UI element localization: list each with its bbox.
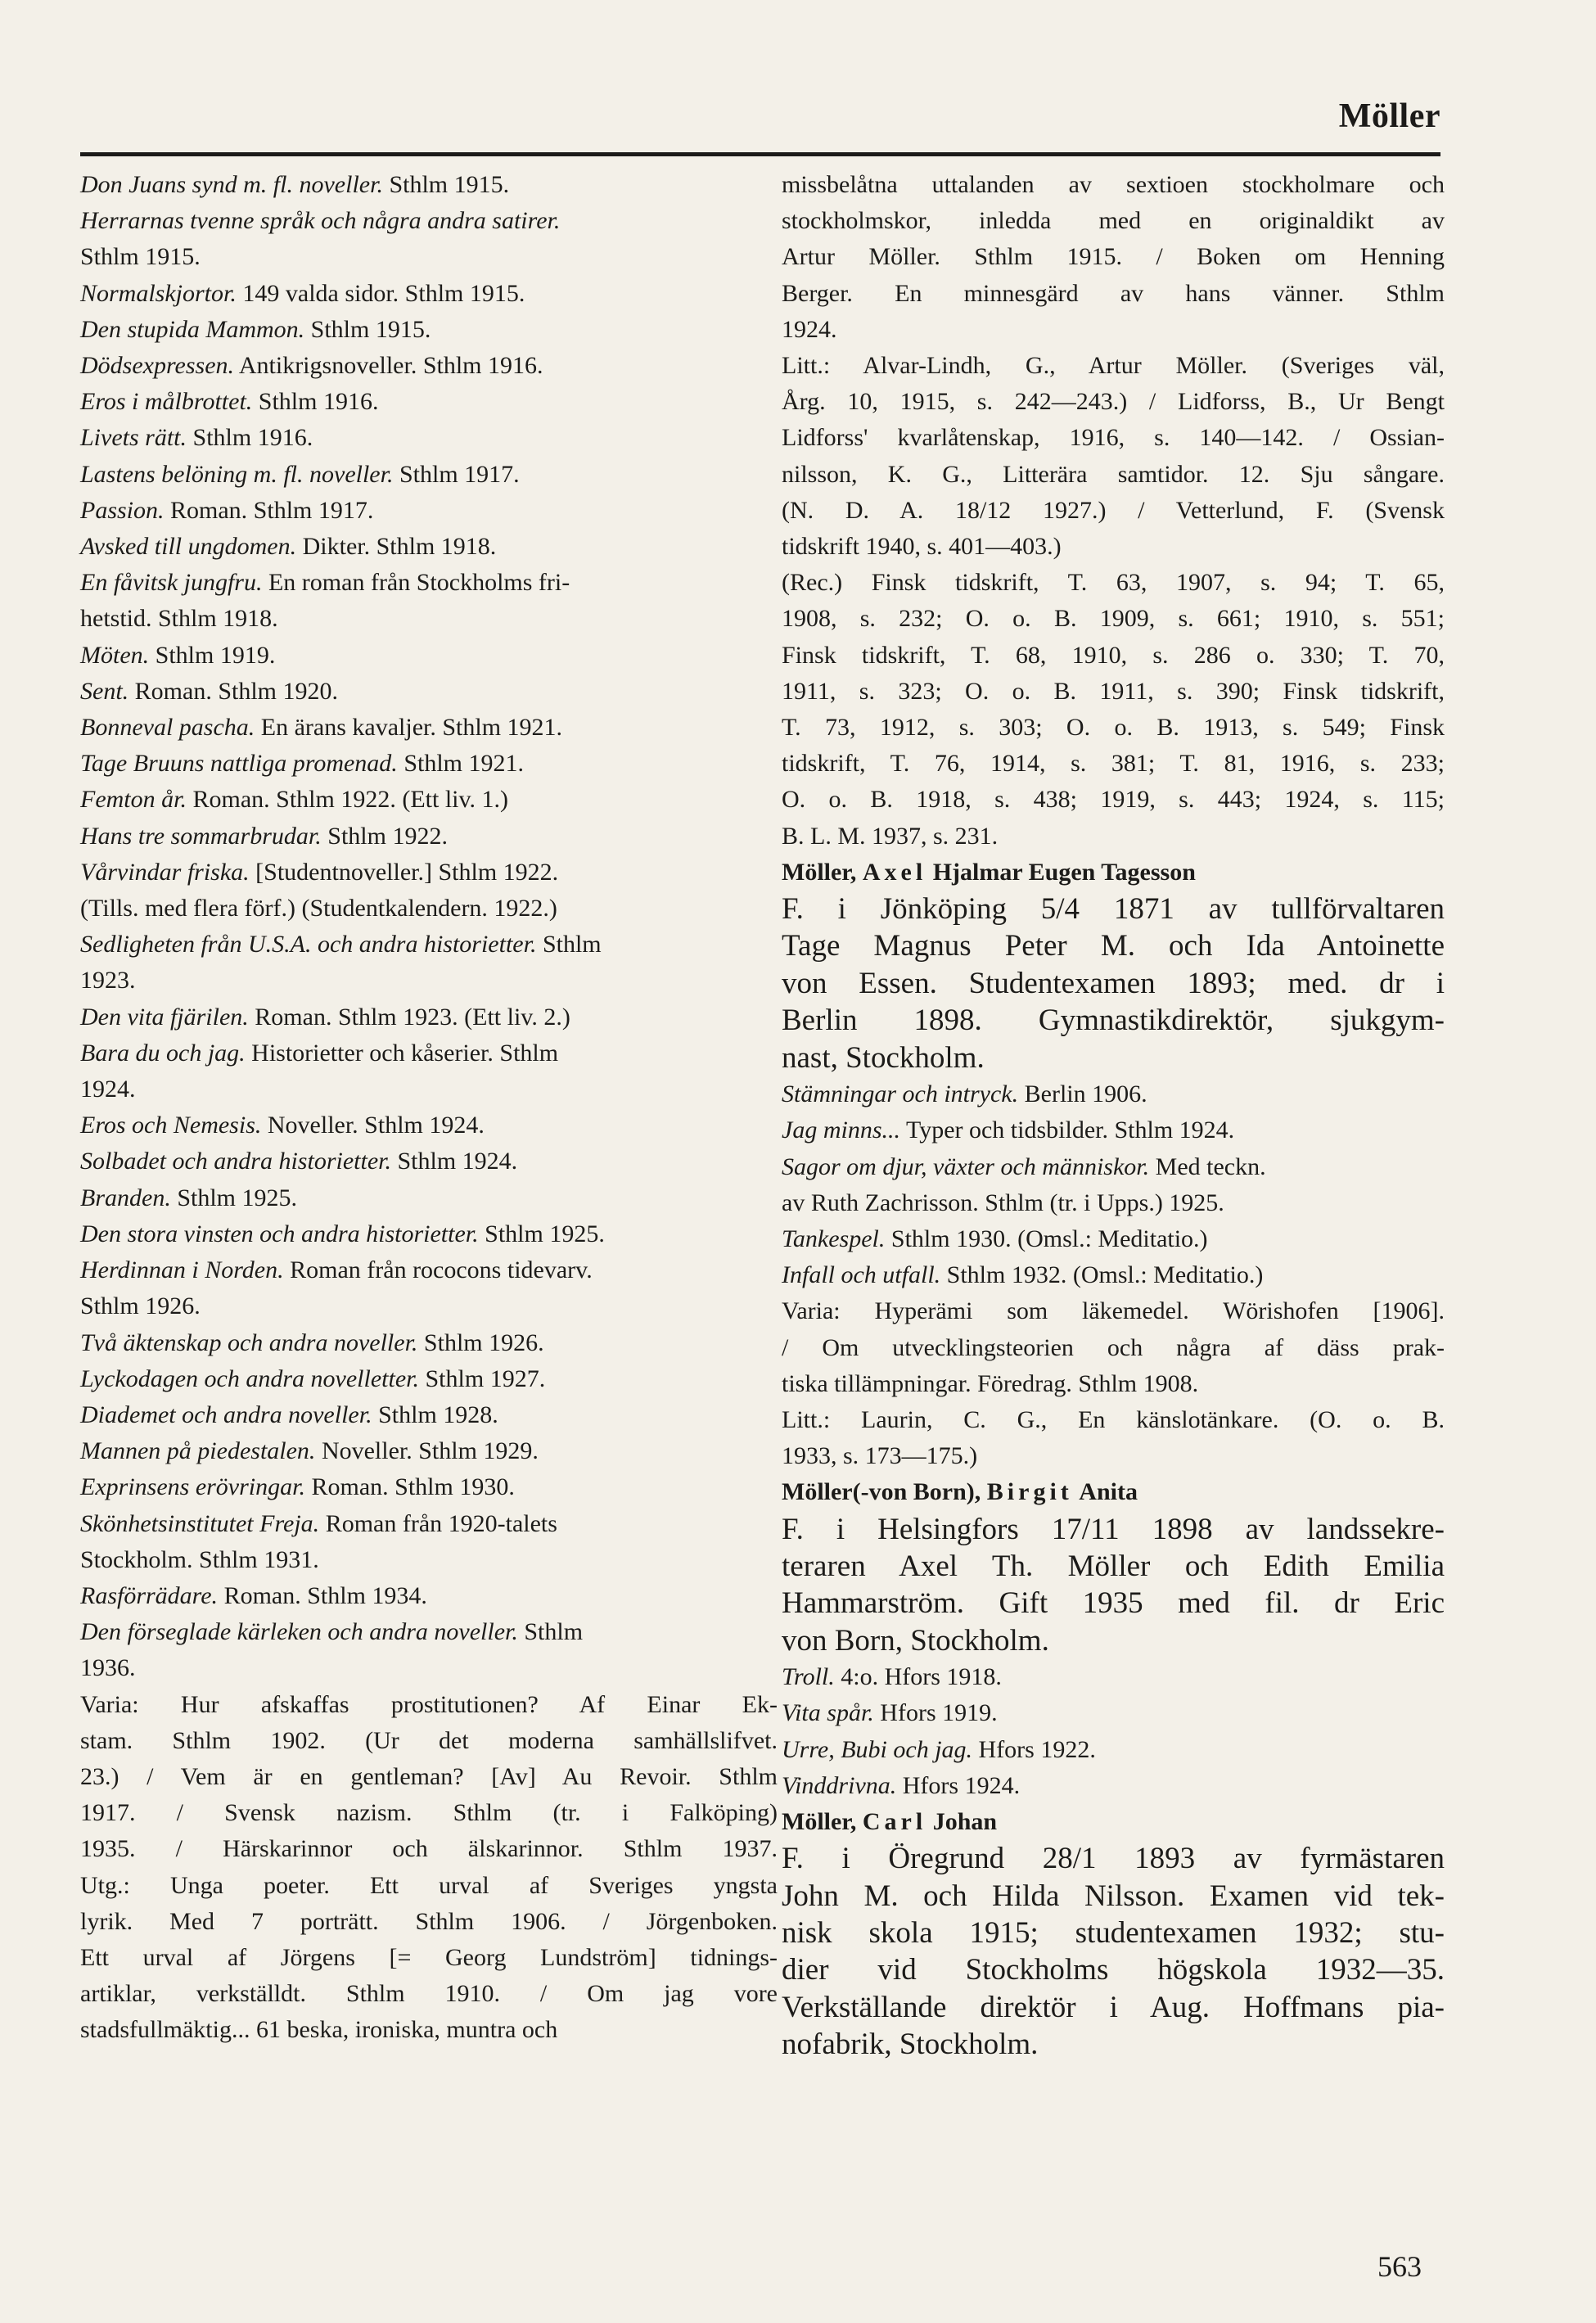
work-title: Lastens belöning m. fl. noveller. <box>80 460 394 488</box>
work-title: Rasförrädare. <box>80 1581 219 1609</box>
bio-line <box>782 1878 1445 1915</box>
work-title: Infall och utfall. <box>782 1261 941 1289</box>
bio-line-text: F. i Öregrund 28/1 1893 av fyrmästaren <box>782 1842 1445 1876</box>
varia-line-text: 1917. / Svensk nazism. Sthlm (tr. i Falköping) <box>80 1799 778 1827</box>
bio-line <box>782 1951 1445 1988</box>
rec-line-text: (Rec.) Finsk tidskrift, T. 63, 1907, s. 94; T. 65, <box>782 569 1445 597</box>
work-details: Noveller. Sthlm 1924. <box>261 1112 485 1139</box>
work-entry <box>80 710 778 746</box>
author-names: Johan <box>932 1807 998 1835</box>
work-title: Skönhetsinstitutet Freja. <box>80 1509 320 1537</box>
work-title: Möten. <box>80 641 150 669</box>
continued-line <box>782 276 1445 312</box>
work-entry <box>80 1469 778 1505</box>
litt-line-text: Lidforss' kvarlåtenskap, 1916, s. 140—142. / Ossian- <box>782 424 1445 452</box>
bio-line <box>782 965 1445 1002</box>
bio-line <box>782 1040 1445 1076</box>
work-entry <box>80 493 778 529</box>
varia-line-text: tiska tillämpningar. Föredrag. Sthlm 1908. <box>782 1369 1199 1397</box>
work-entry <box>782 1257 1445 1293</box>
work-entry <box>782 1112 1445 1148</box>
work-title: Solbadet och andra historietter. <box>80 1148 391 1175</box>
work-details: 4:o. Hfors 1918. <box>834 1663 1002 1691</box>
litt-line-text: nilsson, K. G., Litterära samtidor. 12. Sju sångare. <box>782 460 1445 488</box>
work-entry <box>80 891 778 927</box>
work-title: Eros i målbrottet. <box>80 388 253 416</box>
rec-line-text: 1908, s. 232; O. o. B. 1909, s. 661; 1910, s. 551; <box>782 605 1445 633</box>
varia-line-text: Varia: Hyperämi som läkemedel. Wörishofen [1906]. <box>782 1297 1445 1325</box>
work-details: [Studentnoveller.] Sthlm 1922. <box>249 858 559 886</box>
author-heading <box>782 1804 1445 1840</box>
continued-line-text: 1924. <box>782 315 837 343</box>
work-details: Sthlm 1921. <box>397 750 525 778</box>
continued-line-text: missbelåtna uttalanden av sextioen stockholmare och <box>782 171 1445 198</box>
work-details: Sthlm 1924. <box>390 1148 518 1175</box>
work-details: Roman. Sthlm 1930. <box>304 1473 515 1501</box>
work-title: Urre, Bubi och jag. <box>782 1735 973 1763</box>
work-entry <box>80 601 778 637</box>
work-title: Eros och Nemesis. <box>80 1112 262 1139</box>
work-details: En roman från Stockholms fri- <box>262 569 570 597</box>
work-entry <box>80 1107 778 1143</box>
work-details: Historietter och kåserier. Sthlm <box>245 1039 559 1067</box>
work-details: Sthlm 1927. <box>419 1364 546 1392</box>
work-entry <box>80 1180 778 1216</box>
work-entry <box>782 1221 1445 1257</box>
work-title: Jag minns... <box>782 1116 900 1144</box>
work-title: Herdinnan i Norden. <box>80 1256 284 1284</box>
bio-line <box>782 927 1445 964</box>
bio-line <box>782 1989 1445 2026</box>
varia-line-text: Varia: Hur afskaffas prostitutionen? Af Einar Ek- <box>80 1690 778 1718</box>
work-title: Tage Bruuns nattliga promenad. <box>80 750 398 778</box>
work-entry <box>80 1578 778 1614</box>
work-title: Mannen på piedestalen. <box>80 1437 316 1465</box>
work-details: Roman. Sthlm 1923. (Ett liv. 2.) <box>248 1003 570 1031</box>
work-details: Sthlm 1930. (Omsl.: Meditatio.) <box>885 1225 1208 1252</box>
author-names: Anita <box>1079 1478 1138 1506</box>
work-details: Sthlm 1919. <box>149 641 276 669</box>
work-details: Hfors 1919. <box>873 1699 998 1727</box>
work-entry <box>80 203 778 239</box>
continued-line <box>782 239 1445 275</box>
rec-line-text: 1911, s. 323; O. o. B. 1911, s. 390; Finsk tidskrift, <box>782 677 1445 705</box>
work-title: Femton år. <box>80 786 187 814</box>
bio-line-text: teraren Axel Th. Möller och Edith Emilia <box>782 1549 1445 1583</box>
work-entry <box>80 855 778 891</box>
litt-line <box>782 1402 1445 1438</box>
work-entry <box>80 782 778 818</box>
litt-line-text: tidskrift 1940, s. 401—403.) <box>782 533 1062 561</box>
bio-line <box>782 1511 1445 1548</box>
litt-line-text: (N. D. A. 18/12 1927.) / Vetterlund, F. (Svensk <box>782 496 1445 524</box>
bio-line <box>782 2026 1445 2063</box>
work-title: Bara du och jag. <box>80 1039 246 1067</box>
work-title: Troll. <box>782 1663 835 1691</box>
work-title: Bonneval pascha. <box>80 714 255 742</box>
work-details: Roman från 1920-talets <box>319 1509 557 1537</box>
rec-line <box>782 782 1445 818</box>
bio-line-text: F. i Helsingfors 17/11 1898 av landssekre- <box>782 1512 1445 1546</box>
bio-line-text: Tage Magnus Peter M. och Ida Antoinette <box>782 929 1445 963</box>
varia-line <box>782 1366 1445 1402</box>
author-forename: Carl <box>862 1807 927 1835</box>
work-details: 1924. <box>80 1076 136 1103</box>
author-heading <box>782 855 1445 891</box>
author-surname: Möller, <box>782 858 857 886</box>
work-title: Vita spår. <box>782 1699 874 1727</box>
litt-line <box>782 1438 1445 1474</box>
rec-line-text: Finsk tidskrift, T. 68, 1910, s. 286 o. 330; T. 70, <box>782 641 1445 669</box>
work-title: Normalskjortor. <box>80 279 237 307</box>
varia-line <box>80 1687 778 1723</box>
rec-line <box>782 819 1445 855</box>
work-details: Sthlm 1915. <box>382 171 510 198</box>
litt-line-text: Litt.: Laurin, C. G., En känslotänkare. (O. o. B. <box>782 1405 1445 1433</box>
varia-line <box>80 1940 778 1976</box>
work-title: Vårvindar friska. <box>80 858 250 886</box>
work-entry <box>80 1433 778 1469</box>
bio-line-text: Hammarström. Gift 1935 med fil. dr Eric <box>782 1586 1445 1621</box>
work-entry <box>80 1506 778 1542</box>
work-entry <box>80 167 778 203</box>
varia-line-text: Utg.: Unga poeter. Ett urval af Sveriges yngsta <box>80 1871 778 1899</box>
bio-line <box>782 1840 1445 1877</box>
varia-line <box>782 1330 1445 1366</box>
work-entry <box>80 1216 778 1252</box>
work-entry <box>80 638 778 674</box>
work-details: Med teckn. <box>1149 1152 1266 1180</box>
right-column <box>782 167 1445 2064</box>
continued-line <box>782 312 1445 348</box>
bio-line <box>782 1915 1445 1951</box>
rec-line <box>782 565 1445 601</box>
bio-line-text: F. i Jönköping 5/4 1871 av tullförvaltaren <box>782 892 1445 927</box>
rec-line <box>782 746 1445 782</box>
work-entry <box>80 420 778 456</box>
work-entry <box>782 1659 1445 1695</box>
varia-line <box>80 1795 778 1831</box>
work-entry <box>80 746 778 782</box>
work-entry <box>80 239 778 275</box>
rec-line <box>782 710 1445 746</box>
varia-line-text: 23.) / Vem är en gentleman? [Av] Au Revoir. Sthlm <box>80 1762 778 1790</box>
work-title: Den förseglade kärleken och andra noveller. <box>80 1618 518 1646</box>
varia-line <box>80 1868 778 1904</box>
work-details: Dikter. Sthlm 1918. <box>296 533 497 561</box>
varia-line <box>80 1723 778 1759</box>
work-title: Livets rätt. <box>80 424 187 452</box>
work-details: Roman. Sthlm 1934. <box>218 1581 427 1609</box>
work-entry <box>80 1397 778 1433</box>
work-entry <box>80 529 778 565</box>
bio-line-text: nofabrik, Stockholm. <box>782 2028 1039 2062</box>
work-details: Antikrigsnoveller. Sthlm 1916. <box>234 352 543 380</box>
work-entry <box>80 1252 778 1288</box>
work-title: Lyckodagen och andra novelletter. <box>80 1364 419 1392</box>
work-entry <box>782 1149 1445 1185</box>
bio-line-text: Berlin 1898. Gymnastikdirektör, sjukgym- <box>782 1004 1445 1038</box>
work-entry <box>782 1185 1445 1221</box>
rec-line-text: tidskrift, T. 76, 1914, s. 381; T. 81, 1916, s. 233; <box>782 750 1445 778</box>
varia-line-text: lyrik. Med 7 porträtt. Sthlm 1906. / Jörgenboken. <box>80 1907 778 1935</box>
work-details: Hfors 1924. <box>896 1771 1021 1799</box>
litt-line-text: Litt.: Alvar-Lindh, G., Artur Möller. (Sveriges väl, <box>782 352 1445 380</box>
header-rule <box>80 152 1440 156</box>
work-title: Don Juans synd m. fl. noveller. <box>80 171 383 198</box>
rec-line <box>782 601 1445 637</box>
work-details: Sthlm 1915. <box>80 243 201 271</box>
litt-line <box>782 348 1445 384</box>
author-surname: Möller, <box>782 1807 857 1835</box>
work-details: Sthlm 1925. <box>478 1220 605 1247</box>
work-entry <box>80 1035 778 1071</box>
work-entry <box>782 1768 1445 1804</box>
litt-line <box>782 529 1445 565</box>
rec-line <box>782 638 1445 674</box>
work-details: Sthlm 1916. <box>252 388 379 416</box>
author-heading <box>782 1474 1445 1510</box>
bio-line-text: John M. och Hilda Nilsson. Examen vid tek- <box>782 1879 1445 1913</box>
work-entry <box>80 312 778 348</box>
work-entry <box>80 1361 778 1397</box>
bio-line-text: Verkställande direktör i Aug. Hoffmans pia- <box>782 1990 1445 2024</box>
work-details: Sthlm 1926. <box>80 1292 201 1320</box>
continued-line <box>782 203 1445 239</box>
varia-line <box>80 1976 778 2012</box>
work-details: Sthlm 1932. (Omsl.: Meditatio.) <box>940 1261 1264 1289</box>
work-details: av Ruth Zachrisson. Sthlm (tr. i Upps.) 1925. <box>782 1189 1224 1216</box>
varia-line-text: stam. Sthlm 1902. (Ur det moderna samhällslifvet. <box>80 1726 778 1754</box>
work-title: Tankespel. <box>782 1225 886 1252</box>
author-forename: Birgit <box>986 1478 1073 1506</box>
bio-line <box>782 891 1445 927</box>
varia-line-text: 1935. / Härskarinnor och älskarinnor. Sthlm 1937. <box>80 1835 778 1863</box>
bio-line <box>782 1585 1445 1622</box>
work-entry <box>80 1650 778 1686</box>
work-title: Den vita fjärilen. <box>80 1003 249 1031</box>
running-header: Möller <box>1338 97 1440 135</box>
work-title: Diademet och andra noveller. <box>80 1401 372 1428</box>
work-details: Sthlm 1915. <box>304 315 431 343</box>
continued-line-text: stockholmskor, inledda med en originaldikt av <box>782 207 1445 235</box>
litt-line <box>782 420 1445 456</box>
work-details: Noveller. Sthlm 1929. <box>315 1437 539 1465</box>
work-title: Branden. <box>80 1184 171 1211</box>
bio-line <box>782 1002 1445 1039</box>
author-surname: Möller(-von Born), <box>782 1478 981 1506</box>
work-title: Sagor om djur, växter och människor. <box>782 1152 1150 1180</box>
work-title: Passion. <box>80 496 165 524</box>
work-details: Sthlm <box>517 1618 584 1646</box>
work-details: En ärans kavaljer. Sthlm 1921. <box>255 714 563 742</box>
left-column <box>80 167 778 2049</box>
work-entry <box>80 1071 778 1107</box>
work-title: Herrarnas tvenne språk och några andra satirer. <box>80 207 561 235</box>
work-entry <box>80 963 778 999</box>
work-entry <box>80 565 778 601</box>
work-details: Roman. Sthlm 1917. <box>164 496 374 524</box>
continued-line-text: Artur Möller. Sthlm 1915. / Boken om Henning <box>782 243 1445 271</box>
work-entry <box>80 348 778 384</box>
litt-line-text: Årg. 10, 1915, s. 242—243.) / Lidforss, B., Ur Bengt <box>782 388 1445 416</box>
work-title: En fåvitsk jungfru. <box>80 569 263 597</box>
work-entry <box>80 819 778 855</box>
work-details: Roman från rococons tidevarv. <box>283 1256 593 1284</box>
work-title: Dödsexpressen. <box>80 352 235 380</box>
work-details: 1936. <box>80 1654 136 1682</box>
work-entry <box>80 1143 778 1180</box>
varia-line-text: artiklar, verkställdt. Sthlm 1910. / Om jag vore <box>80 1980 778 2008</box>
work-title: Sedligheten från U.S.A. och andra historietter. <box>80 931 537 959</box>
work-entry <box>80 674 778 710</box>
work-details: Sthlm 1917. <box>393 460 520 488</box>
bio-line-text: nast, Stockholm. <box>782 1040 985 1075</box>
bio-line-text: von Born, Stockholm. <box>782 1623 1049 1658</box>
work-details: Sthlm <box>536 931 602 959</box>
bio-line-text: dier vid Stockholms högskola 1932—35. <box>782 1953 1445 1987</box>
work-title: Den stora vinsten och andra historietter. <box>80 1220 479 1247</box>
varia-line-text: stadsfullmäktig... 61 beska, ironiska, muntra och <box>80 2016 558 2044</box>
varia-line <box>80 1831 778 1867</box>
continued-line <box>782 167 1445 203</box>
work-details: 149 valda sidor. Sthlm 1915. <box>236 279 525 307</box>
work-title: Två äktenskap och andra noveller. <box>80 1328 418 1356</box>
work-details: Sthlm 1925. <box>170 1184 298 1211</box>
bio-line <box>782 1548 1445 1585</box>
work-entry <box>80 457 778 493</box>
continued-line-text: Berger. En minnesgärd av hans vänner. Sthlm <box>782 279 1445 307</box>
work-title: Hans tre sommarbrudar. <box>80 822 322 850</box>
author-names: Hjalmar Eugen Tagesson <box>932 858 1196 886</box>
work-entry <box>80 1542 778 1578</box>
work-details: Hfors 1922. <box>972 1735 1096 1763</box>
litt-line <box>782 493 1445 529</box>
work-entry <box>80 927 778 963</box>
work-entry <box>80 1288 778 1324</box>
work-title: Sent. <box>80 677 129 705</box>
work-details: Berlin 1906. <box>1018 1080 1147 1108</box>
work-title: Exprinsens erövringar. <box>80 1473 305 1501</box>
rec-line-text: T. 73, 1912, s. 303; O. o. B. 1913, s. 549; Finsk <box>782 714 1445 742</box>
rec-line-text: O. o. B. 1918, s. 438; 1919, s. 443; 1924, s. 115; <box>782 786 1445 814</box>
work-details: Typer och tidsbilder. Sthlm 1924. <box>900 1116 1235 1144</box>
litt-line-text: 1933, s. 173—175.) <box>782 1442 978 1470</box>
work-details: 1923. <box>80 967 136 995</box>
work-details: (Tills. med flera förf.) (Studentkalendern. 1922.) <box>80 895 557 922</box>
work-details: Stockholm. Sthlm 1931. <box>80 1545 319 1573</box>
varia-line <box>80 2012 778 2048</box>
work-entry <box>80 1325 778 1361</box>
work-details: Roman. Sthlm 1920. <box>128 677 339 705</box>
work-entry <box>80 999 778 1035</box>
work-title: Vinddrivna. <box>782 1771 897 1799</box>
varia-line-text: Ett urval af Jörgens [= Georg Lundström] tidnings- <box>80 1943 778 1971</box>
work-entry <box>80 384 778 420</box>
litt-line <box>782 457 1445 493</box>
work-entry <box>782 1695 1445 1731</box>
work-title: Avsked till ungdomen. <box>80 533 297 561</box>
work-entry <box>782 1732 1445 1768</box>
work-entry <box>782 1076 1445 1112</box>
work-details: Sthlm 1916. <box>187 424 313 452</box>
rec-line <box>782 674 1445 710</box>
bio-line <box>782 1622 1445 1659</box>
varia-line <box>80 1759 778 1795</box>
varia-line-text: / Om utvecklingsteorien och några af däss prak- <box>782 1333 1445 1361</box>
author-forename: Axel <box>862 858 927 886</box>
work-details: Sthlm 1926. <box>417 1328 544 1356</box>
work-details: Roman. Sthlm 1922. (Ett liv. 1.) <box>187 786 509 814</box>
varia-line <box>80 1904 778 1940</box>
page-number: 563 <box>1377 2250 1422 2283</box>
work-details: Sthlm 1922. <box>321 822 448 850</box>
work-title: Den stupida Mammon. <box>80 315 305 343</box>
rec-line-text: B. L. M. 1937, s. 231. <box>782 822 999 850</box>
work-details: hetstid. Sthlm 1918. <box>80 605 278 633</box>
work-entry <box>80 276 778 312</box>
bio-line-text: von Essen. Studentexamen 1893; med. dr i <box>782 966 1445 1000</box>
bio-line-text: nisk skola 1915; studentexamen 1932; stu- <box>782 1915 1445 1950</box>
work-title: Stämningar och intryck. <box>782 1080 1019 1108</box>
varia-line <box>782 1293 1445 1329</box>
work-details: Sthlm 1928. <box>372 1401 498 1428</box>
work-entry <box>80 1614 778 1650</box>
litt-line <box>782 384 1445 420</box>
